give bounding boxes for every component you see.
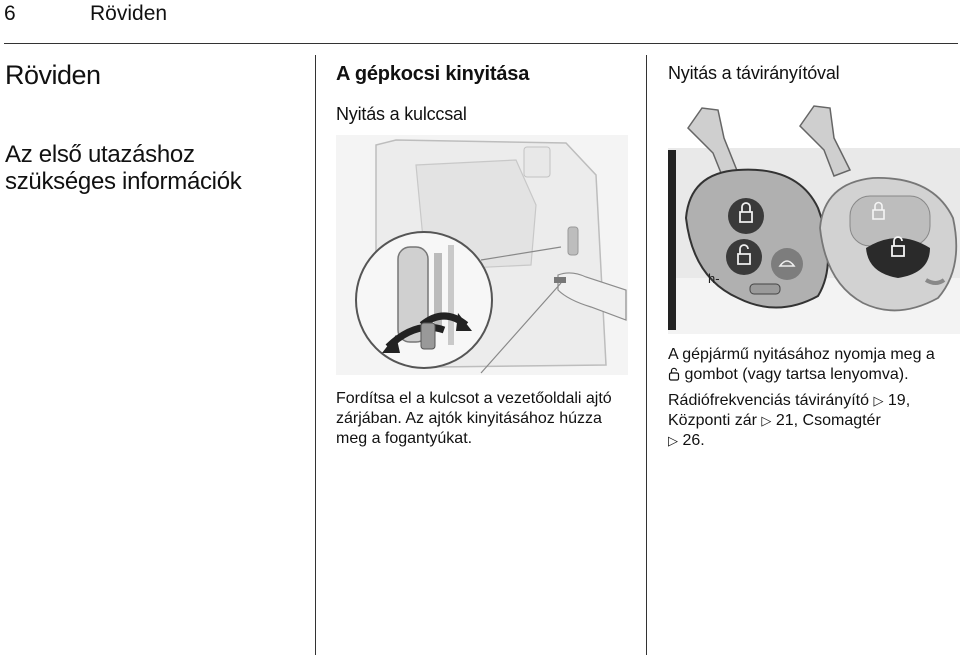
ref-arrow-icon: ▷ [873, 393, 884, 408]
key-door-illustration [336, 135, 628, 375]
remote-key-illustration [668, 98, 960, 334]
header-rule [4, 43, 958, 44]
chapter-subtitle: Az első utazáshoz szükséges információk [5, 141, 242, 195]
running-header: Röviden [90, 2, 168, 25]
chapter-title: Röviden [5, 60, 101, 90]
remote-paragraph-2 [668, 391, 960, 451]
section-body-text: Fordítsa el a kulcsot a vezetőoldali ajtó zárjában. Az ajtók kinyitásához húzza meg a fogantyúkat. [336, 390, 612, 447]
page-ref-19[interactable]: 19, [887, 392, 911, 409]
page-number: 6 [4, 2, 16, 25]
remote-p1-text-a: A gépjármű nyitásához nyomja meg a [668, 346, 935, 363]
ref-arrow-icon: ▷ [761, 413, 772, 428]
page-ref-21[interactable]: 21, Csomagtér [775, 412, 881, 429]
ref-arrow-icon: ▷ [668, 433, 678, 448]
subsection-title: Nyitás a kulccsal [336, 104, 467, 124]
section-title-remote: Nyitás a távirányítóval [668, 63, 840, 83]
unlock-icon [668, 366, 684, 383]
column-divider-2 [646, 55, 647, 655]
remote-paragraph-1 [668, 345, 960, 385]
central-lock-ref-text[interactable]: Központi zár [668, 412, 757, 429]
remote-p1-text-b: gombot (vagy tartsa lenyomva). [684, 366, 909, 383]
section-title: A gépkocsi kinyitása [336, 63, 530, 85]
illustration-label: h- [708, 271, 720, 286]
remote-body-text [668, 345, 960, 457]
column-divider-1 [315, 55, 316, 655]
radio-remote-ref-text[interactable]: Rádiófrekvenciás távirányító [668, 392, 869, 409]
page-ref-26[interactable]: 26. [682, 432, 705, 449]
